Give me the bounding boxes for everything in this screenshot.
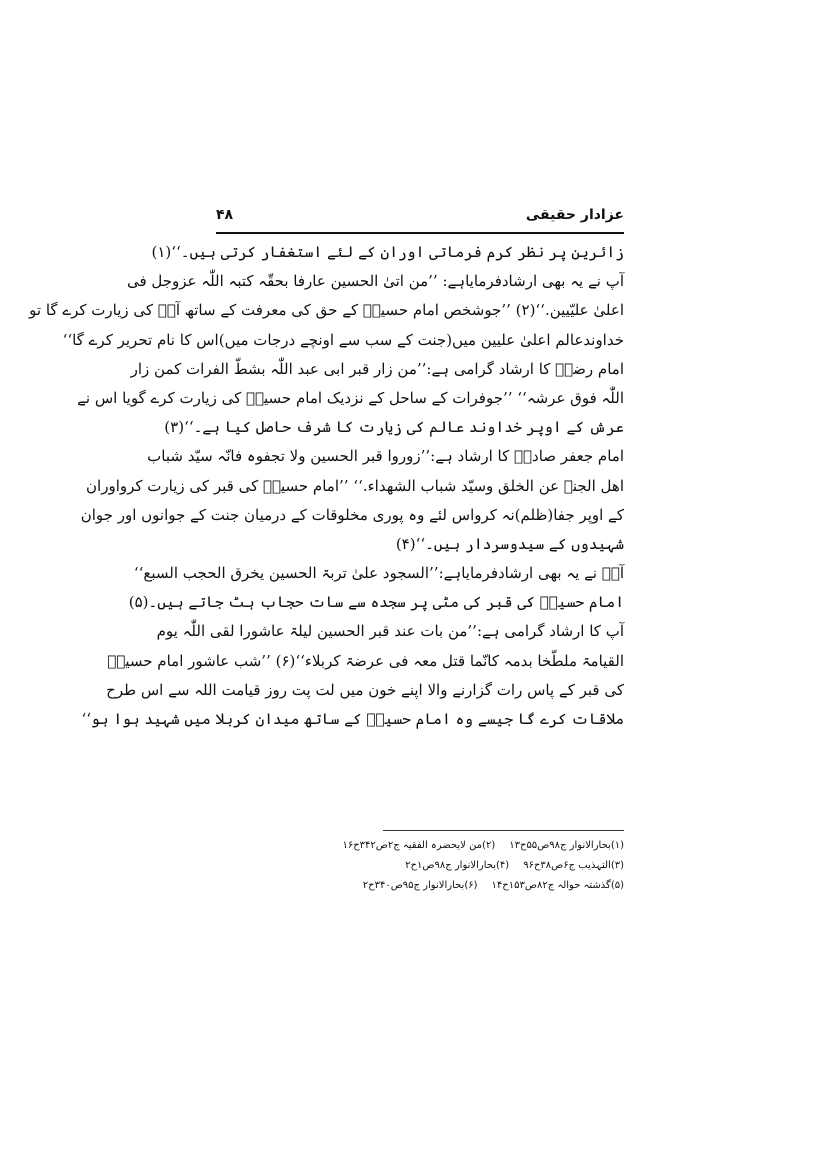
text-line: عرش کے اوپر خداوند عالم کی زیارت کا شرف حاصل کیا ہے۔‘‘(۳) [164,418,624,437]
footnote-row [330,836,624,856]
text-line: اللّٰہ فوق عرشہ‘‘ ’’جوفرات کے ساحل کے نزدیک امام حسینؑ کی زیارت کرے گویا اس نے [77,388,624,407]
footnotes [330,836,624,896]
footnote: (۲)من لایحضرہ الفقیہ ج۲ص۳۴۲ح۱۶ [342,840,496,851]
page-number: ۴۸ [216,207,234,223]
text-line: کی قبر کے پاس رات گزارنے والا اپنے خون میں لت پت روز قیامت اللہ سے اس طرح [106,680,624,699]
text-line: اعلیٰ علیّیین.‘‘(۲) ’’جوشخص امام حسینؑ کے حق کی معرفت کے ساتھ آپؑ کی زیارت کرے گا تو [29,301,624,320]
text-line: خداوندعالم اعلیٰ علیین میں(جنت کے سب سے اونچے درجات میں)اس کا نام تحریر کرے گا‘‘ [62,330,624,349]
text-line: آپ کا ارشاد گرامی ہے:’’من بات عند قبر الحسین لیلۃ عاشورا لقی اللّٰہ یوم [156,622,624,641]
text-line: اھل الجنۃ عن الخلق وسیّد شباب الشھداء.‘‘ ’’امام حسینؑ کی قبر کی زیارت کرواوران [86,476,624,495]
header-title: عزادار حقیقی [525,207,624,223]
footnote-row [330,876,624,896]
footnote: (۱)بحارالانوار ج۹۸ص۵۵ح۱۳ [509,840,624,851]
text-line: آپ نے یہ بھی ارشادفرمایاہے: ’’من اتیٰ الحسین عارفا بحقّہ کتبہ اللّٰہ عزوجل فی [126,272,624,291]
footnote: (۴)بحارالانوار ج۹۸ص۱ح۲ [405,860,510,871]
text-line: زائرین پر نظر کرم فرماتی اوران کے لئے استغفار کرتی ہیں۔‘‘(۱) [151,243,624,261]
page-header [216,198,624,234]
footnote-divider [383,830,624,831]
footnote: (۳)التہذیب ج۶ص۳۸ح۹۶ [523,860,624,871]
text-line: القیامۃ ملطّخا بدمہ کانّما قتل معہ فی عرضۃ کربلاء‘‘(۶) ’’شب عاشور امام حسینؑ [107,651,624,670]
text-line: امام حسینؑ کی قبر کی مٹی پر سجدہ سے سات حجاب ہٹ جاتے ہیں۔(۵) [128,593,624,612]
body-text [29,238,624,734]
footnote-row [330,856,624,876]
text-line: کے اوپر جفا(ظلم)نہ کرواس لئے وہ پوری مخلوقات کے درمیان جنت کے جوانوں اور جوان [80,505,624,524]
text-line: آپؑ نے یہ بھی ارشادفرمایاہے:’’السجود علیٰ تربۃ الحسین یخرق الحجب السبع‘‘ [133,564,624,583]
text-line: شہیدوں کے سیدوسردار ہیں۔‘‘(۴) [395,534,624,553]
text-line: امام جعفر صادقؑ کا ارشاد ہے:’’زوروا قبر الحسین ولا تجفوہ فانّہ سیّد شباب [147,447,624,466]
text-line: امام رضاؑ کا ارشاد گرامی ہے:’’من زار قبر ابی عبد اللّٰہ بشطّ الفرات کمن زار [130,359,624,378]
footnote: (۶)بحارالانوار ج۹۵ص۳۴۰ح۲ [362,880,478,891]
text-line: ملاقات کرے گا جیسے وہ امام حسینؑ کے ساتھ میدان کربلا میں شہید ہوا ہو‘‘ [81,710,624,728]
footnote: (۵)گذشتہ حوالہ ج۸۲ص۱۵۳ح۱۴ [491,880,624,891]
